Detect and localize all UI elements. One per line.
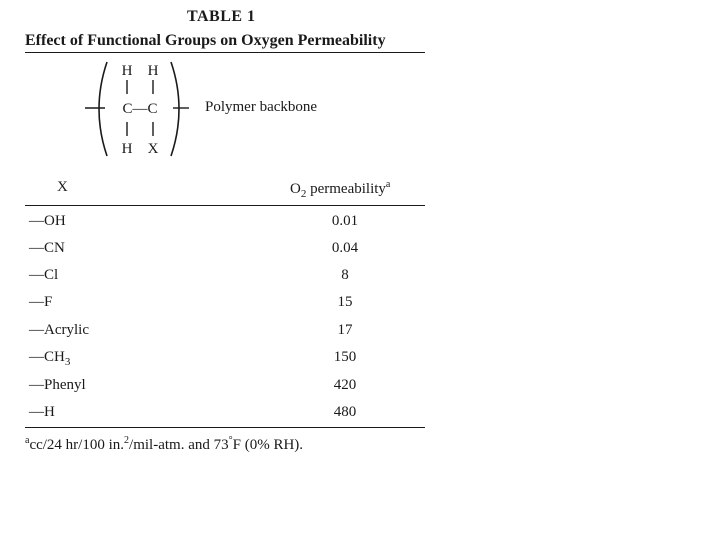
functional-group: —Acrylic bbox=[29, 322, 89, 338]
permeability-value: 150 bbox=[333, 349, 357, 365]
atom-top-h1: H bbox=[121, 63, 133, 79]
functional-group: —H bbox=[29, 404, 55, 420]
footnote-text-3: F (0% RH). bbox=[232, 437, 304, 453]
atom-top-h2: H bbox=[147, 63, 159, 79]
o2-suffix: permeability bbox=[306, 181, 386, 197]
permeability-value: 8 bbox=[341, 267, 349, 283]
functional-group: —CN bbox=[29, 240, 65, 256]
permeability-value: 0.01 bbox=[331, 213, 359, 229]
functional-group-subscript: 3 bbox=[64, 356, 71, 368]
functional-group-text: —CH bbox=[29, 349, 65, 365]
column-header-o2-permeability bbox=[290, 179, 390, 200]
o2-subscript: 2 bbox=[300, 188, 307, 200]
footnote-text-1: cc/24 hr/100 in. bbox=[29, 437, 125, 453]
table-row bbox=[25, 404, 425, 426]
table-row bbox=[25, 322, 425, 344]
bottom-rule bbox=[25, 427, 425, 428]
top-rule bbox=[25, 52, 425, 53]
permeability-value: 420 bbox=[333, 377, 357, 393]
header-rule bbox=[25, 205, 425, 206]
backbone-carbons: C—C bbox=[122, 101, 158, 117]
table-row bbox=[25, 377, 425, 399]
permeability-value: 480 bbox=[333, 404, 357, 420]
footnote-marker: a bbox=[385, 179, 391, 190]
o2-prefix: O bbox=[290, 181, 301, 197]
permeability-value: 0.04 bbox=[331, 240, 359, 256]
polymer-structure-diagram bbox=[85, 56, 200, 162]
table-row bbox=[25, 294, 425, 316]
permeability-value: 15 bbox=[337, 294, 353, 310]
structure-drawing bbox=[85, 56, 200, 162]
backbone-label: Polymer backbone bbox=[205, 99, 318, 115]
table-label: TABLE 1 bbox=[187, 8, 256, 25]
table-row bbox=[25, 349, 425, 371]
functional-group: —OH bbox=[29, 213, 66, 229]
left-bracket bbox=[99, 62, 107, 156]
functional-group bbox=[29, 349, 70, 368]
footnote-degree: ° bbox=[228, 435, 233, 446]
permeability-value: 17 bbox=[337, 322, 353, 338]
table-row bbox=[25, 240, 425, 262]
right-bracket bbox=[171, 62, 179, 156]
footnote-exponent: 2 bbox=[124, 435, 130, 446]
atom-bottom-x: X bbox=[147, 141, 159, 157]
table-row bbox=[25, 267, 425, 289]
table-caption: Effect of Functional Groups on Oxygen Permeability bbox=[25, 32, 386, 49]
footnote-marker: a bbox=[25, 435, 30, 446]
footnote-text-2: /mil-atm. and 73 bbox=[129, 437, 229, 453]
functional-group: —F bbox=[29, 294, 53, 310]
atom-bottom-h: H bbox=[121, 141, 133, 157]
table-footnote bbox=[25, 435, 303, 454]
functional-group: —Phenyl bbox=[29, 377, 86, 393]
column-header-x: X bbox=[57, 179, 68, 195]
functional-group: —Cl bbox=[29, 267, 59, 283]
table-row bbox=[25, 213, 425, 235]
